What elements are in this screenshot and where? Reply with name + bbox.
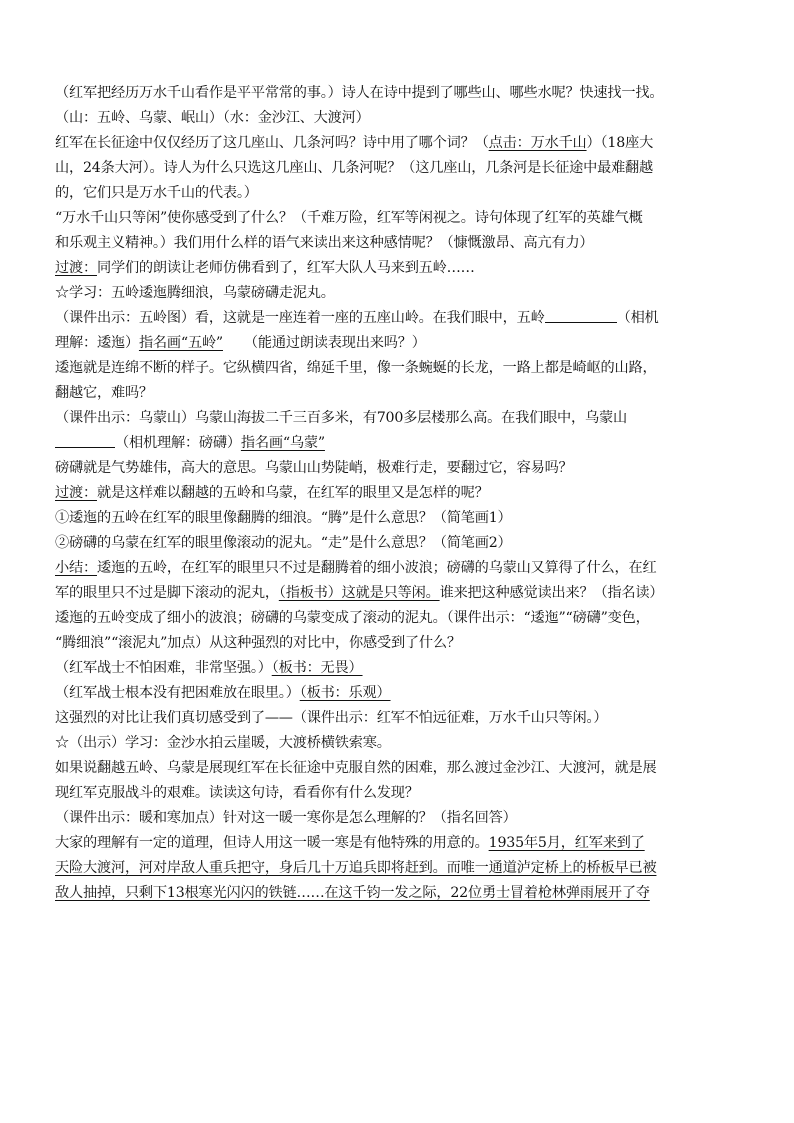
text-line — [55, 81, 745, 106]
text-line — [55, 731, 745, 756]
text-segment: （能通过朗读表现出来吗？） — [222, 335, 426, 351]
text-line — [55, 181, 745, 206]
text-segment: 军的眼里只不过是脚下滚动的泥丸， — [55, 585, 279, 601]
underlined-text: （板书：乐观） — [299, 685, 391, 701]
underlined-text: 点击：万水千山 — [488, 135, 587, 151]
text-line — [55, 256, 745, 281]
text-segment: ①逶迤的五岭在红军的眼里像翻腾的细浪。“腾”是什么意思？（简笔画1） — [55, 510, 512, 526]
text-line — [55, 306, 745, 331]
underlined-text: 指名画“乌蒙” — [240, 435, 325, 451]
text-line — [55, 506, 745, 531]
text-segment: 就是这样难以翻越的五岭和乌蒙，在红军的眼里又是怎样的呢？ — [96, 485, 489, 501]
text-segment: 逶迤就是连绵不断的样子。它纵横四省，绵延千里，像一条蜿蜒的长龙，一路上都是崎岖的山路， — [55, 360, 657, 376]
text-segment: 逶迤的五岭变成了细小的波浪；磅礴的乌蒙变成了滚动的泥丸。（课件出示：“逶迤”“磅礴”变色， — [55, 610, 650, 626]
underlined-text: 过渡： — [55, 485, 97, 501]
text-line — [55, 331, 745, 356]
text-line — [55, 756, 745, 781]
underlined-text: 敌人抽掉，只剩下13根寒光闪闪的铁链……在这千钧一发之际，22位勇士冒着枪林弹雨展开了夺 — [55, 885, 650, 901]
text-line — [55, 206, 745, 231]
text-line — [55, 606, 745, 631]
underlined-text: （指板书）这就是只等闲。 — [278, 585, 440, 601]
text-segment: ②磅礴的乌蒙在红军的眼里像滚动的泥丸。“走”是什么意思？（简笔画2） — [55, 535, 512, 551]
underlined-text: （板书：无畏） — [271, 660, 363, 676]
text-segment: 的，它们只是万水千山的代表。） — [55, 185, 258, 201]
text-segment: （红军战士不怕困难，非常坚强。） — [55, 660, 272, 676]
text-segment: 同学们的朗读让老师仿佛看到了，红军大队人马来到五岭…… — [96, 260, 475, 276]
text-segment: 理解：逶迤） — [55, 335, 139, 351]
text-line — [55, 581, 745, 606]
text-segment: 谁来把这种感觉读出来？（指名读） — [439, 585, 664, 601]
text-segment: 如果说翻越五岭、乌蒙是展现红军在长征途中克服自然的困难，那么渡过金沙江、大渡河，就是展 — [55, 760, 657, 776]
text-segment: 翻越它，难吗？ — [55, 385, 153, 401]
underlined-text: 过渡： — [55, 260, 97, 276]
text-segment: ☆（出示）学习：金沙水拍云崖暖，大渡桥横铁索寒。 — [55, 735, 391, 751]
text-line — [55, 531, 745, 556]
text-line — [55, 356, 745, 381]
underlined-text: 天险大渡河，河对岸敌人重兵把守，身后几十万追兵即将赶到。而唯一通道泸定桥上的桥板早已被 — [55, 860, 657, 876]
text-segment: （相机理解：磅礴） — [115, 435, 241, 451]
text-segment: 磅礴就是气势雄伟，高大的意思。乌蒙山山势陡峭，极难行走，要翻过它，容易吗？ — [55, 460, 573, 476]
text-segment: 现红军克服战斗的艰难。读读这句诗，看看你有什么发现？ — [55, 785, 419, 801]
text-segment: 大家的理解有一定的道理，但诗人用这一暖一寒是有他特殊的用意的。 — [55, 835, 489, 851]
text-segment: 逶迤的五岭，在红军的眼里只不过是翻腾着的细小波浪；磅礴的乌蒙山又算得了什么，在红 — [96, 560, 657, 576]
text-line — [55, 431, 745, 456]
underlined-text: 1935年5月，红军来到了 — [488, 835, 645, 851]
text-line — [55, 831, 745, 856]
text-segment: （课件出示：乌蒙山）乌蒙山海拔二千三百多米，有700多层楼那么高。在我们眼中，乌蒙山 — [55, 410, 627, 426]
document-body — [55, 81, 745, 906]
text-line — [55, 631, 745, 656]
text-segment: “腾细浪”“滚泥丸”加点）从这种强烈的对比中，你感受到了什么？ — [55, 635, 461, 651]
text-line — [55, 656, 745, 681]
fill-in-blank — [55, 433, 115, 448]
text-segment: ☆学习：五岭逶迤腾细浪，乌蒙磅礴走泥丸。 — [55, 285, 335, 301]
text-line — [55, 406, 745, 431]
text-line — [55, 481, 745, 506]
fill-in-blank — [545, 308, 617, 323]
text-line — [55, 456, 745, 481]
text-line — [55, 881, 745, 906]
underlined-text: 指名画“五岭” — [138, 335, 223, 351]
underlined-text: 小结： — [55, 560, 97, 576]
text-segment: （红军战士根本没有把困难放在眼里。） — [55, 685, 300, 701]
text-segment: 和乐观主义精神。）我们用什么样的语气来读出来这种感情呢？（慷慨激昂、高亢有力） — [55, 235, 594, 251]
text-segment: （课件出示：暖和寒加点）针对这一暖一寒你是怎么理解的？（指名回答） — [55, 810, 517, 826]
text-line — [55, 381, 745, 406]
text-line — [55, 806, 745, 831]
text-segment: （红军把经历万水千山看作是平平常常的事。）诗人在诗中提到了哪些山、哪些水呢？快速找一找。 — [55, 85, 664, 101]
text-line — [55, 556, 745, 581]
text-segment: （课件出示：五岭图）看，这就是一座连着一座的五座山岭。在我们眼中，五岭 — [55, 310, 545, 326]
text-segment: 红军在长征途中仅仅经历了这几座山、几条河吗？诗中用了哪个词？（ — [55, 135, 489, 151]
text-segment: “万水千山只等闲”使你感受到了什么？（千难万险，红军等闲视之。诗句体现了红军的英雄气概 — [55, 210, 643, 226]
text-segment: （山：五岭、乌蒙、岷山）（水：金沙江、大渡河） — [55, 110, 370, 126]
text-segment: 这强烈的对比让我们真切感受到了——（课件出示：红军不怕远征难，万水千山只等闲。） — [55, 710, 608, 726]
text-line — [55, 156, 745, 181]
text-segment: 山，24条大河）。诗人为什么只选这几座山、几条河呢？（这几座山，几条河是长征途中最难翻越 — [55, 160, 654, 176]
text-segment: （相机 — [616, 310, 659, 326]
text-line — [55, 856, 745, 881]
text-line — [55, 106, 745, 131]
text-line — [55, 706, 745, 731]
text-line — [55, 281, 745, 306]
text-line — [55, 231, 745, 256]
text-line — [55, 681, 745, 706]
text-line — [55, 781, 745, 806]
text-segment: ）（18座大 — [586, 135, 654, 151]
text-line — [55, 131, 745, 156]
